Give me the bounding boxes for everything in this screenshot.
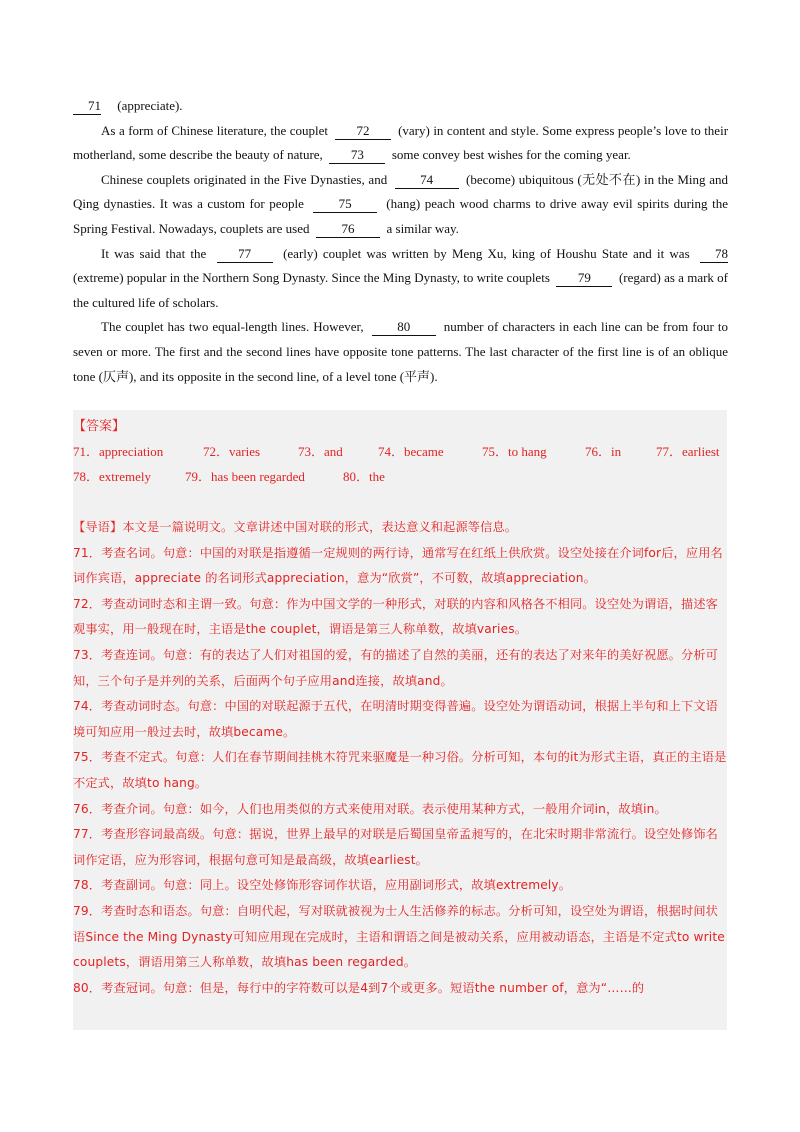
blank-77: 77 xyxy=(217,246,273,263)
explanation-74: 74．考查动词时态。句意：中国的对联起源于五代，在明清时期变得普遍。设空处为谓语动词，根据上半句和上下文语境可知应用一般过去时，故填became。 xyxy=(73,699,719,739)
blank-72: 72 xyxy=(335,123,391,140)
answer-73: 73．and xyxy=(298,444,343,459)
blank-74: 74 xyxy=(395,172,459,189)
passage-paragraph: It was said that the 77 (early) couplet was written by Meng Xu, king of Houshu State and it was 78 (extreme) popular in the Northern Song Dynasty. Since the Ming Dynasty, to write couplets 79 (regard) as a mark of the cultured life of scholars. xyxy=(73,245,729,310)
passage-paragraph: 71 (appreciate). xyxy=(73,94,728,119)
explanation-73: 73．考查连词。句意：有的表达了人们对祖国的爱，有的描述了自然的美丽，还有的表达了对来年的美好祝愿。分析可知，三个句子是并列的关系，后面两个句子应用and连接，故填and。 xyxy=(73,647,719,688)
explanation-76: 76．考查介词。句意：如今，人们也用类似的方式来使用对联。表示使用某种方式，一般用介词in，故填in。 xyxy=(73,801,667,816)
blank-78: 78 xyxy=(700,246,728,263)
answer-72: 72．varies xyxy=(203,444,261,459)
explanation-77: 77．考查形容词最高级。句意：据说，世界上最早的对联是后蜀国皇帝孟昶写的，在北宋时期非常流行。设空处修饰名词作定语，应为形容词，根据句意可知是最高级，故填earliest。 xyxy=(73,827,719,867)
explanation-71: 71．考查名词。句意：中国的对联是指遵循一定规则的两行诗，通常写在红纸上供欣赏。设空处接在介词for后，应用名词作宾语，appreciate 的名词形式appreciation，意为“欣赏”，不可数，故填appreciation。 xyxy=(73,545,723,586)
blank-73: 73 xyxy=(329,147,385,164)
explanation-72: 72．考查动词时态和主谓一致。句意：作为中国文学的一种形式，对联的内容和风格各不相同。设空处为谓语，描述客观事实，用一般现在时，主语是the couplet，谓语是第三人称单数，故填varies。 xyxy=(73,596,719,637)
answer-71: 71．appreciation xyxy=(73,444,164,459)
answer-75: 75．to hang xyxy=(482,444,547,459)
blank-80: 80 xyxy=(372,319,436,336)
answer-78: 78．extremely xyxy=(73,469,151,484)
explanation-78: 78．考查副词。句意：同上。设空处修饰形容词作状语，应用副词形式，故填extremely。 xyxy=(73,878,572,893)
answer-74: 74．became xyxy=(378,444,444,459)
answer-76: 76．in xyxy=(585,444,622,459)
blank-75: 75 xyxy=(313,196,377,213)
passage-paragraph: Chinese couplets originated in the Five Dynasties, and 74 (become) ubiquitous (无处不在) in the Ming and Qing dynasties. It was a custom for people 75 (hang) peach wood charms to drive away evil spirits during the Spring Festival. Nowadays, couplets are used 76 a similar way. xyxy=(73,171,729,236)
explanation-intro: 【导语】本文是一篇说明文。文章讲述中国对联的形式，表达意义和起源等信息。 xyxy=(73,520,518,534)
explanation-section xyxy=(73,515,727,1001)
explanation-75: 75．考查不定式。句意：人们在春节期间挂桃木符咒来驱魔是一种习俗。分析可知，本句的it为形式主语，真正的主语是不定式，故填to hang。 xyxy=(73,750,727,790)
passage-paragraph: As a form of Chinese literature, the couplet 72 (vary) in content and style. Some express people’s love to their motherland, some describe the beauty of nature, 73 some convey best wishes for the coming year. xyxy=(73,122,729,163)
answer-heading: 【答案】 xyxy=(73,419,126,434)
answer-77: 77．earliest xyxy=(656,444,720,459)
answer-79: 79．has been regarded xyxy=(185,469,305,484)
answer-80: 80．the xyxy=(343,469,385,484)
explanation-80: 80．考查冠词。句意：但是，每行中的字符数可以是4到7个或更多。短语the number of，意为“……的 xyxy=(73,980,645,995)
blank-79: 79 xyxy=(556,270,612,287)
reading-passage xyxy=(73,94,728,389)
blank-71: 71 xyxy=(73,98,101,115)
blank-76: 76 xyxy=(316,221,380,238)
explanation-79: 79．考查时态和语态。句意：自明代起，写对联就被视为士人生活修养的标志。分析可知，设空处为谓语，根据时间状语Since the Ming Dynasty可知应用现在完成时，主语和谓语之间是被动关系，应用被动语态，主语是不定式to write couplets，谓语用第三人称单数，故填has been regarded。 xyxy=(73,903,725,970)
passage-paragraph: The couplet has two equal-length lines. However, 80 number of characters in each line can be from four to seven or more. The first and the second lines have opposite tone patterns. The last character of the first line is of an oblique tone (仄声), and its opposite in the second line, of a level tone (平声). xyxy=(73,319,729,384)
